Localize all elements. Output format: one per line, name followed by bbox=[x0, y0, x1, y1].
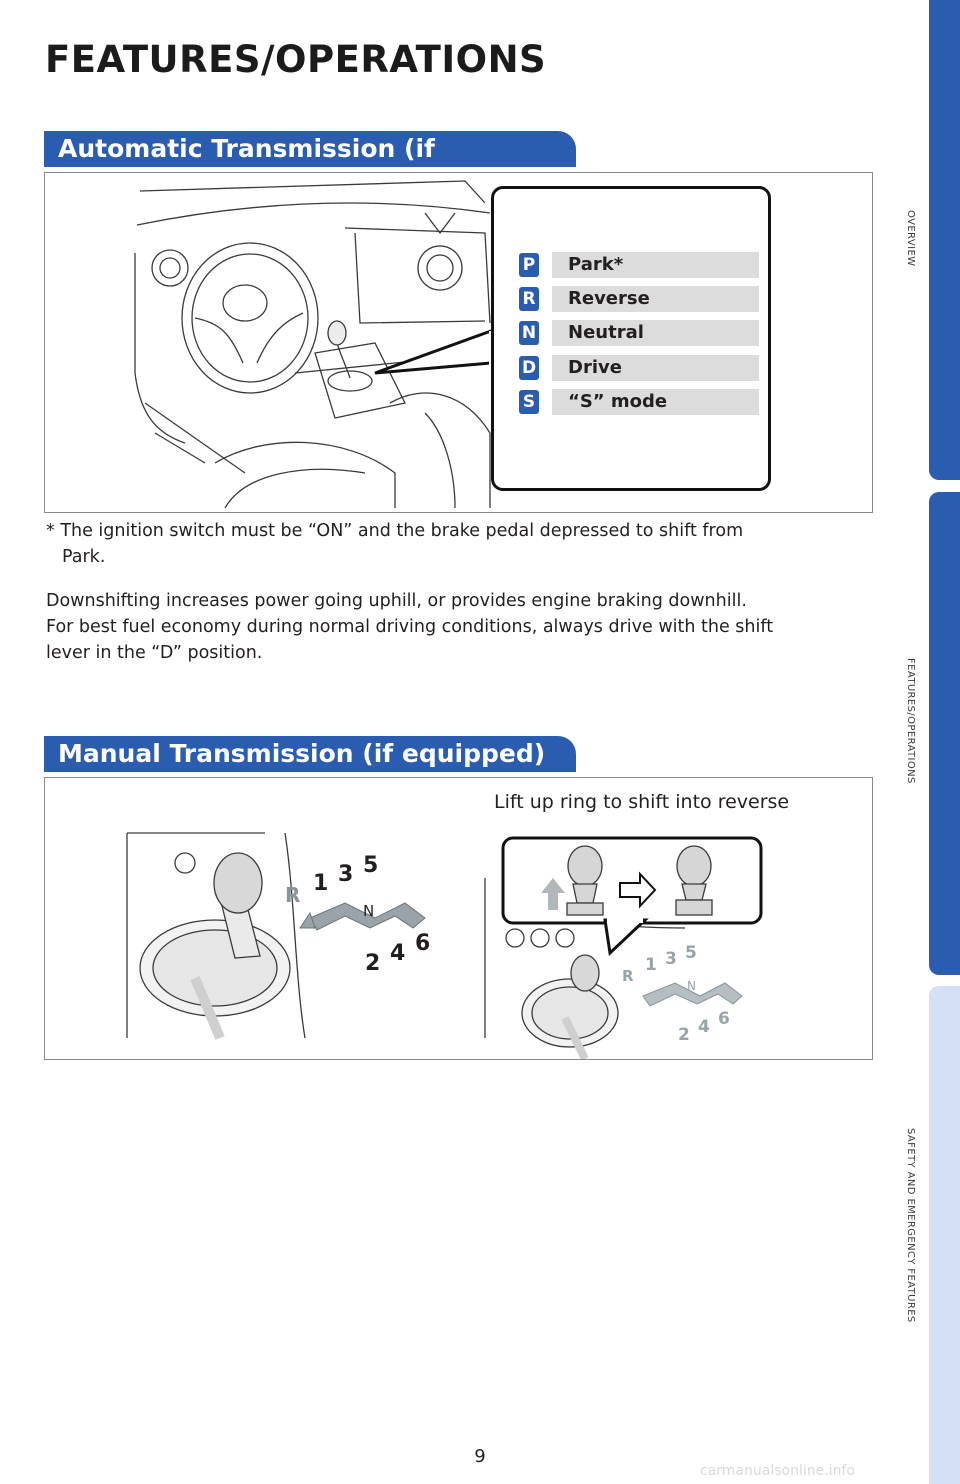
footnote-line-2: Park. bbox=[62, 547, 106, 567]
shift-gear-5-small: 5 bbox=[685, 943, 697, 963]
reverse-callout-label: Lift up ring to shift into reverse bbox=[494, 791, 790, 813]
side-tab-safety-emergency[interactable] bbox=[929, 986, 960, 1484]
shift-gear-2: 2 bbox=[365, 951, 381, 976]
gear-letter-badge: N bbox=[519, 321, 539, 345]
gear-row-reverse bbox=[519, 286, 759, 312]
side-label-overview: OVERVIEW bbox=[905, 210, 916, 267]
footnote-line-1: * The ignition switch must be “ON” and the brake pedal depressed to shift from bbox=[46, 521, 744, 541]
gear-letter-badge: D bbox=[519, 356, 539, 380]
manual-shifter-illustration bbox=[45, 778, 872, 1059]
gear-label: “S” mode bbox=[552, 389, 759, 415]
manual-transmission-figure bbox=[44, 777, 873, 1060]
gear-row-s-mode bbox=[519, 389, 759, 415]
shift-gear-6: 6 bbox=[415, 931, 431, 956]
gear-row-neutral bbox=[519, 320, 759, 346]
gear-label: Neutral bbox=[552, 320, 759, 346]
manual-transmission-header: Manual Transmission (if equipped) bbox=[44, 736, 576, 772]
gear-label: Reverse bbox=[552, 286, 759, 312]
gear-position-panel bbox=[491, 186, 771, 491]
description-line-2: For best fuel economy during normal driving conditions, always drive with the shift bbox=[46, 617, 774, 637]
description-line-3: lever in the “D” position. bbox=[46, 643, 263, 663]
description-line-1: Downshifting increases power going uphill, or provides engine braking downhill. bbox=[46, 591, 747, 611]
side-tab-features-operations[interactable] bbox=[929, 492, 960, 975]
page-title: FEATURES/OPERATIONS bbox=[45, 38, 547, 81]
shift-pattern-reverse: R bbox=[285, 883, 301, 907]
shift-gear-3: 3 bbox=[338, 862, 354, 887]
side-tab-overview[interactable] bbox=[929, 0, 960, 480]
gear-label: Park* bbox=[552, 252, 759, 278]
shift-gear-3-small: 3 bbox=[665, 949, 677, 969]
side-label-safety-emergency: SAFETY AND EMERGENCY FEATURES bbox=[905, 1128, 916, 1323]
gear-label: Drive bbox=[552, 355, 759, 381]
automatic-transmission-header: Automatic Transmission (if bbox=[44, 131, 576, 167]
shift-gear-1: 1 bbox=[313, 871, 329, 896]
gear-letter-badge: P bbox=[519, 253, 539, 277]
shift-gear-2-small: 2 bbox=[678, 1025, 690, 1045]
shift-neutral-small: N bbox=[687, 979, 696, 993]
shift-gear-1-small: 1 bbox=[645, 955, 657, 975]
shift-pattern-reverse-small: R bbox=[622, 967, 634, 985]
shift-gear-4-small: 4 bbox=[698, 1017, 710, 1037]
shift-gear-4: 4 bbox=[390, 941, 406, 966]
gear-row-drive bbox=[519, 355, 759, 381]
gear-row-park bbox=[519, 252, 759, 278]
gear-letter-badge: S bbox=[519, 390, 539, 414]
gear-letter-badge: R bbox=[519, 287, 539, 311]
shift-gear-6-small: 6 bbox=[718, 1009, 730, 1029]
page-number: 9 bbox=[474, 1446, 486, 1467]
watermark: carmanualsonline.info bbox=[700, 1463, 855, 1479]
side-label-features-operations: FEATURES/OPERATIONS bbox=[905, 658, 916, 784]
shift-neutral: N bbox=[363, 902, 375, 920]
automatic-transmission-figure bbox=[44, 172, 873, 513]
shift-gear-5: 5 bbox=[363, 853, 379, 878]
